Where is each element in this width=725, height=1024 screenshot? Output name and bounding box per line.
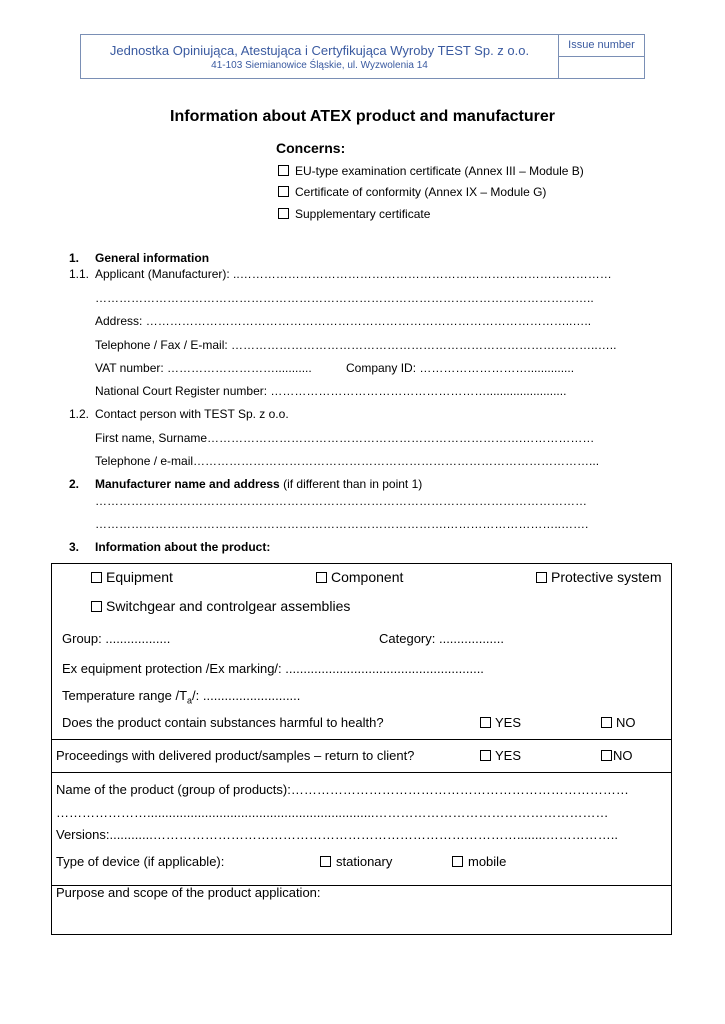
concern-label: Supplementary certificate (295, 207, 431, 221)
section3-heading: Information about the product: (95, 540, 271, 554)
table-divider (51, 739, 672, 740)
device-stationary[interactable] (320, 854, 392, 869)
header-box (80, 34, 645, 79)
concern-option-eu[interactable] (278, 164, 584, 178)
concern-option-supplementary[interactable] (278, 207, 430, 221)
type-label: Switchgear and controlgear assemblies (106, 598, 351, 614)
temperature-field[interactable] (62, 688, 300, 706)
mobile-label: mobile (468, 854, 507, 869)
checkbox-icon[interactable] (601, 750, 612, 761)
checkbox-icon[interactable] (480, 717, 491, 728)
temp-sub: a (187, 695, 193, 706)
product-name-field-cont[interactable]: …………………...............................................................……………………………………………… (56, 805, 609, 820)
device-type-label: Type of device (if applicable): (56, 854, 225, 869)
type-switchgear[interactable] (91, 598, 350, 614)
return-no[interactable] (601, 748, 633, 763)
checkbox-icon[interactable] (316, 572, 327, 583)
applicant-field-cont[interactable]: …………………………………………………………………………………………………………….. (95, 291, 594, 305)
checkbox-icon[interactable] (278, 186, 289, 197)
versions-field[interactable]: Versions:............…………………………………………………………………………........…………….. (56, 827, 618, 842)
concern-option-conformity[interactable] (278, 185, 546, 199)
org-name: Jednostka Opiniująca, Atestująca i Certyfikująca Wyroby TEST Sp. z o.o. (109, 43, 530, 58)
type-component[interactable] (316, 569, 403, 585)
address-field[interactable]: Address: ……………………………………………………………………………………………..….. (95, 314, 592, 328)
section2-heading-note: (if different than in point 1) (279, 477, 423, 491)
section2-heading (95, 477, 422, 491)
concern-label: Certificate of conformity (Annex IX – Module G) (295, 185, 547, 199)
checkbox-icon[interactable] (278, 165, 289, 176)
table-divider (51, 772, 672, 773)
section12-number: 1.2. (69, 407, 90, 421)
telephone-field[interactable]: Telephone / Fax / E-mail: ………………………………………………………………………………..….. (95, 338, 617, 352)
ex-marking-field[interactable]: Ex equipment protection /Ex marking/: ....................................................... (62, 661, 484, 676)
page-title: Information about ATEX product and manufacturer (170, 108, 555, 125)
type-label: Equipment (106, 569, 173, 585)
org-address: 41-103 Siemianowice Śląskie, ul. Wyzwolenia 14 (211, 60, 428, 71)
vat-field[interactable]: VAT number: ………………………........... (95, 361, 312, 375)
harmful-question: Does the product contain substances harmful to health? (62, 715, 384, 730)
contact-phone-field[interactable]: Telephone / e-mail………………………………………………………………………………………... (95, 454, 600, 468)
contact-name-field[interactable]: First name, Surname…………………………………………………………………….……………… (95, 431, 595, 445)
section1-heading: General information (95, 251, 210, 265)
purpose-field[interactable]: Purpose and scope of the product application: (56, 885, 321, 900)
company-id-field[interactable]: Company ID: ……………………….............. (346, 361, 575, 375)
checkbox-icon[interactable] (91, 601, 102, 612)
header-org (81, 35, 559, 78)
return-yes[interactable] (480, 748, 521, 763)
checkbox-icon[interactable] (601, 717, 612, 728)
type-equipment[interactable] (91, 569, 173, 585)
return-question: Proceedings with delivered product/samples – return to client? (56, 748, 415, 763)
section2-heading-text: Manufacturer name and address (95, 477, 280, 491)
checkbox-icon[interactable] (278, 208, 289, 219)
section3-number: 3. (69, 540, 80, 554)
applicant-field[interactable]: Applicant (Manufacturer): ..………………………………………………………………………………… (95, 267, 612, 281)
type-label: Component (331, 569, 404, 585)
manufacturer-line-1[interactable]: …………………………………………………………………………………………………………… (95, 494, 587, 508)
concerns-heading: Concerns: (276, 140, 346, 156)
contact-heading: Contact person with TEST Sp. z o.o. (95, 407, 289, 421)
yes-label: YES (495, 748, 522, 763)
manufacturer-line-2[interactable]: …………………………………………………………………………….………………………..……. (95, 517, 589, 531)
checkbox-icon[interactable] (320, 856, 331, 867)
type-protective-system[interactable] (536, 569, 661, 585)
yes-label: YES (495, 715, 522, 730)
checkbox-icon[interactable] (452, 856, 463, 867)
category-field[interactable]: Category: .................. (379, 631, 504, 646)
section2-number: 2. (69, 477, 80, 491)
harmful-no[interactable] (601, 715, 636, 730)
checkbox-icon[interactable] (536, 572, 547, 583)
harmful-yes[interactable] (480, 715, 521, 730)
stationary-label: stationary (336, 854, 393, 869)
court-register-field[interactable]: National Court Register number: ………………………………………………........................ (95, 384, 567, 398)
concern-label: EU-type examination certificate (Annex III – Module B) (295, 164, 584, 178)
temp-prefix: Temperature range /T (62, 688, 188, 703)
section11-number: 1.1. (69, 267, 90, 281)
type-label: Protective system (551, 569, 662, 585)
section1-number: 1. (69, 251, 80, 265)
checkbox-icon[interactable] (480, 750, 491, 761)
temp-suffix: /: ........................... (192, 688, 301, 703)
issue-number-label: Issue number (559, 35, 644, 57)
checkbox-icon[interactable] (91, 572, 102, 583)
product-name-field[interactable]: Name of the product (group of products):…………………………………………………………………… (56, 782, 629, 797)
device-mobile[interactable] (452, 854, 506, 869)
group-field[interactable]: Group: .................. (62, 631, 171, 646)
no-label: NO (616, 715, 636, 730)
no-label: NO (613, 748, 633, 763)
